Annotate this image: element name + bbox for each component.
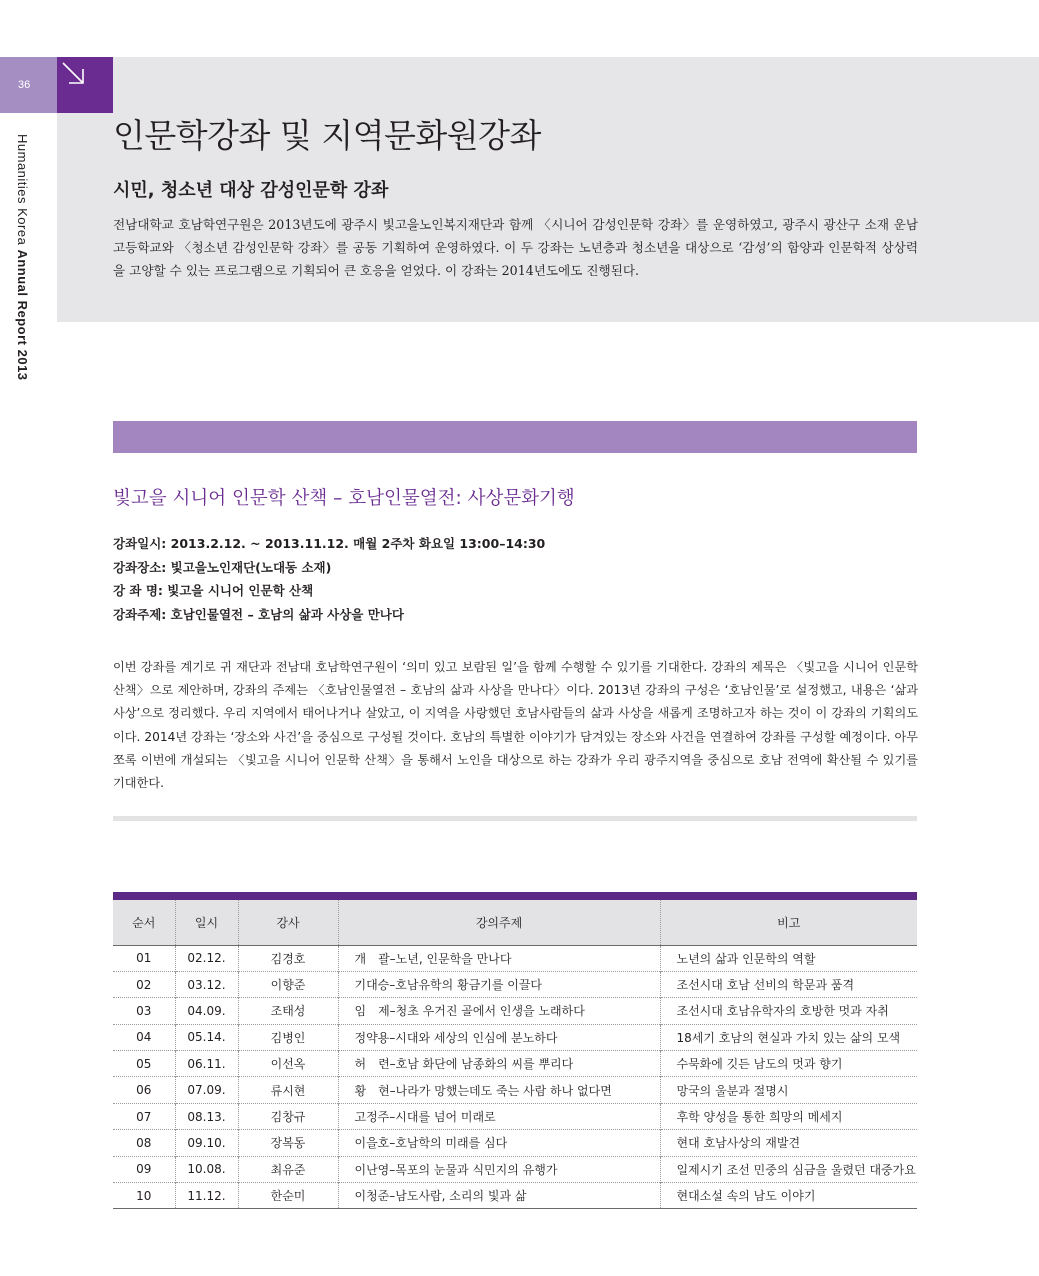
cell-date: 11.12. bbox=[175, 1183, 238, 1209]
header-note: 비고 bbox=[660, 900, 917, 945]
table-row bbox=[113, 998, 917, 1024]
section-body: 이번 강좌를 계기로 귀 재단과 전남대 호남학연구원이 ‘의미 있고 보람된 일’을 함께 수행할 수 있기를 기대한다. 강좌의 제목은 〈빛고을 시니어 인문학 산책〉으로 제안하며, 강좌의 주제는 〈호남인물열전 – 호남의 삶과 사상을 만나다〉이다. 2013년 강좌의 구성은 ‘호남인물’로 설정했고, 내용은 ‘삶과 사상’으로 정리했다. 우리 지역에서 태어나거나 살았고, 이 지역을 사랑했던 호남사람들의 삶과 사상을 새롭게 조명하고자 하는 것이 이 강좌의 기획의도이다. 2014년 강좌는 ‘장소와 사건’을 중심으로 구성될 것이다. 호남의 특별한 이야기가 담겨있는 장소와 사건을 연결하여 강좌를 구성할 예정이다. 아무쪼록 이번에 개설되는 〈빛고을 시니어 인문학 산책〉을 통해서 노인을 대상으로 하는 강좌가 우리 광주지역을 중심으로 호남 전역에 확산될 수 있기를 기대한다. bbox=[113, 660, 918, 791]
cell-lecturer: 조태성 bbox=[238, 998, 338, 1024]
page-title: 인문학강좌 및 지역문화원강좌 bbox=[113, 116, 541, 155]
cell-order: 10 bbox=[113, 1183, 175, 1209]
cell-topic: 정약용–시대와 세상의 인심에 분노하다 bbox=[338, 1024, 660, 1050]
cell-topic: 이난영–목포의 눈물과 식민지의 유행가 bbox=[338, 1156, 660, 1182]
info-place: 강좌장소: 빛고을노인재단(노대동 소재) bbox=[113, 559, 332, 575]
cell-topic: 황 현–나라가 망했는데도 죽는 사람 하나 없다면 bbox=[338, 1077, 660, 1103]
info-date: 강좌일시: 2013.2.12. ~ 2013.11.12. 매월 2주차 화요일 13:00–14:30 bbox=[113, 536, 546, 551]
cell-note: 노년의 삶과 인문학의 역할 bbox=[660, 945, 917, 971]
table-row bbox=[113, 1024, 917, 1050]
divider bbox=[113, 816, 917, 821]
cell-order: 01 bbox=[136, 951, 152, 966]
table-row bbox=[113, 1103, 917, 1129]
cell-order: 09 bbox=[113, 1156, 175, 1182]
cell-topic: 고정주–시대를 넘어 미래로 bbox=[338, 1103, 660, 1129]
header-topic: 강의주제 bbox=[338, 900, 660, 945]
cell-order: 07 bbox=[113, 1103, 175, 1129]
cell-date: 06.11. bbox=[175, 1051, 238, 1077]
cell-date: 09.10. bbox=[175, 1130, 238, 1156]
table-row bbox=[113, 971, 917, 997]
cell-topic: 이청준–남도사람, 소리의 빛과 삶 bbox=[338, 1183, 660, 1209]
cell-order: 03 bbox=[113, 998, 175, 1024]
cell-date: 03.12. bbox=[175, 971, 238, 997]
header-order: 순서 bbox=[113, 900, 175, 945]
cell-lecturer: 김병인 bbox=[238, 1024, 338, 1050]
cell-date: 04.09. bbox=[175, 998, 238, 1024]
cell-topic: 허 련–호남 화단에 남종화의 씨를 뿌리다 bbox=[338, 1051, 660, 1077]
side-label bbox=[10, 134, 30, 424]
cell-topic: 이을호–호남학의 미래를 심다 bbox=[338, 1130, 660, 1156]
page-subtitle: 시민, 청소년 대상 감성인문학 강좌 bbox=[113, 180, 389, 201]
cell-note: 현대 호남사상의 재발견 bbox=[660, 1130, 917, 1156]
cell-lecturer: 한순미 bbox=[238, 1183, 338, 1209]
section-title: 빛고을 시니어 인문학 산책 – 호남인물열전: 사상문화기행 bbox=[113, 488, 575, 509]
intro-paragraph: 전남대학교 호남학연구원은 2013년도에 광주시 빛고을노인복지재단과 함께 〈시니어 감성인문학 강좌〉를 운영하였고, 광주시 광산구 소재 운남고등학교와 〈청소년 감성인문학 강좌〉를 공동 기획하여 운영하였다. 이 두 강좌는 노년층과 청소년을 대상으로 ‘감성’의 함양과 인문학적 상상력을 고양할 수 있는 프로그램으로 기획되어 큰 호응을 얻었다. 이 강좌는 2014년도에도 진행된다. bbox=[113, 217, 918, 278]
info-topic: 강좌주제: 호남인물열전 – 호남의 삶과 사상을 만나다 bbox=[113, 606, 404, 622]
header-lecturer: 강사 bbox=[238, 900, 338, 945]
cell-topic: 임 제–청초 우거진 골에서 인생을 노래하다 bbox=[338, 998, 660, 1024]
table-top-bar bbox=[113, 892, 917, 900]
cell-lecturer: 류시현 bbox=[238, 1077, 338, 1103]
cell-note: 일제시기 조선 민중의 심금을 울렸던 대중가요 bbox=[660, 1156, 917, 1182]
table-row bbox=[113, 945, 917, 971]
cell-order: 02 bbox=[113, 971, 175, 997]
cell-order: 08 bbox=[113, 1130, 175, 1156]
cell-lecturer: 최유준 bbox=[238, 1156, 338, 1182]
side-label-light: Humanities Korea bbox=[15, 134, 30, 250]
schedule-table bbox=[113, 892, 917, 1209]
cell-order: 06 bbox=[113, 1077, 175, 1103]
table-header-row bbox=[113, 900, 917, 945]
table-row bbox=[113, 1183, 917, 1209]
cell-note: 조선시대 호남유학자의 호방한 멋과 자취 bbox=[660, 998, 917, 1024]
cell-note: 망국의 울분과 절명시 bbox=[660, 1077, 917, 1103]
cell-date: 08.13. bbox=[175, 1103, 238, 1129]
table-row bbox=[113, 1156, 917, 1182]
cell-lecturer: 김경호 bbox=[238, 945, 338, 971]
page-number: 36 bbox=[0, 57, 57, 113]
cell-lecturer: 이선옥 bbox=[238, 1051, 338, 1077]
table-row bbox=[113, 1130, 917, 1156]
side-label-bold: Annual Report 2013 bbox=[15, 249, 30, 381]
cell-note: 현대소설 속의 남도 이야기 bbox=[660, 1183, 917, 1209]
header-date: 일시 bbox=[175, 900, 238, 945]
cell-note: 후학 양성을 통한 희망의 메세지 bbox=[660, 1103, 917, 1129]
cell-order: 05 bbox=[113, 1051, 175, 1077]
cell-date: 02.12. bbox=[175, 945, 238, 971]
cell-topic: 기대승–호남유학의 황금기를 이끌다 bbox=[338, 971, 660, 997]
table-row bbox=[113, 1077, 917, 1103]
cell-lecturer: 이향준 bbox=[238, 971, 338, 997]
cell-order: 04 bbox=[113, 1024, 175, 1050]
cell-topic: 개 괄–노년, 인문학을 만나다 bbox=[338, 945, 660, 971]
table-row bbox=[113, 1051, 917, 1077]
cell-lecturer: 김창규 bbox=[238, 1103, 338, 1129]
cell-lecturer: 장복동 bbox=[238, 1130, 338, 1156]
section-band bbox=[113, 421, 917, 453]
cell-date: 07.09. bbox=[175, 1077, 238, 1103]
cell-note: 18세기 호남의 현실과 가치 있는 삶의 모색 bbox=[660, 1024, 917, 1050]
arrow-box bbox=[57, 57, 113, 113]
course-info bbox=[113, 534, 918, 628]
arrow-down-right-icon bbox=[61, 61, 87, 87]
cell-date: 10.08. bbox=[175, 1156, 238, 1182]
cell-note: 수묵화에 깃든 남도의 멋과 향기 bbox=[660, 1051, 917, 1077]
cell-note: 조선시대 호남 선비의 학문과 품격 bbox=[660, 971, 917, 997]
info-name: 강 좌 명: 빛고을 시니어 인문학 산책 bbox=[113, 583, 314, 598]
cell-date: 05.14. bbox=[175, 1024, 238, 1050]
